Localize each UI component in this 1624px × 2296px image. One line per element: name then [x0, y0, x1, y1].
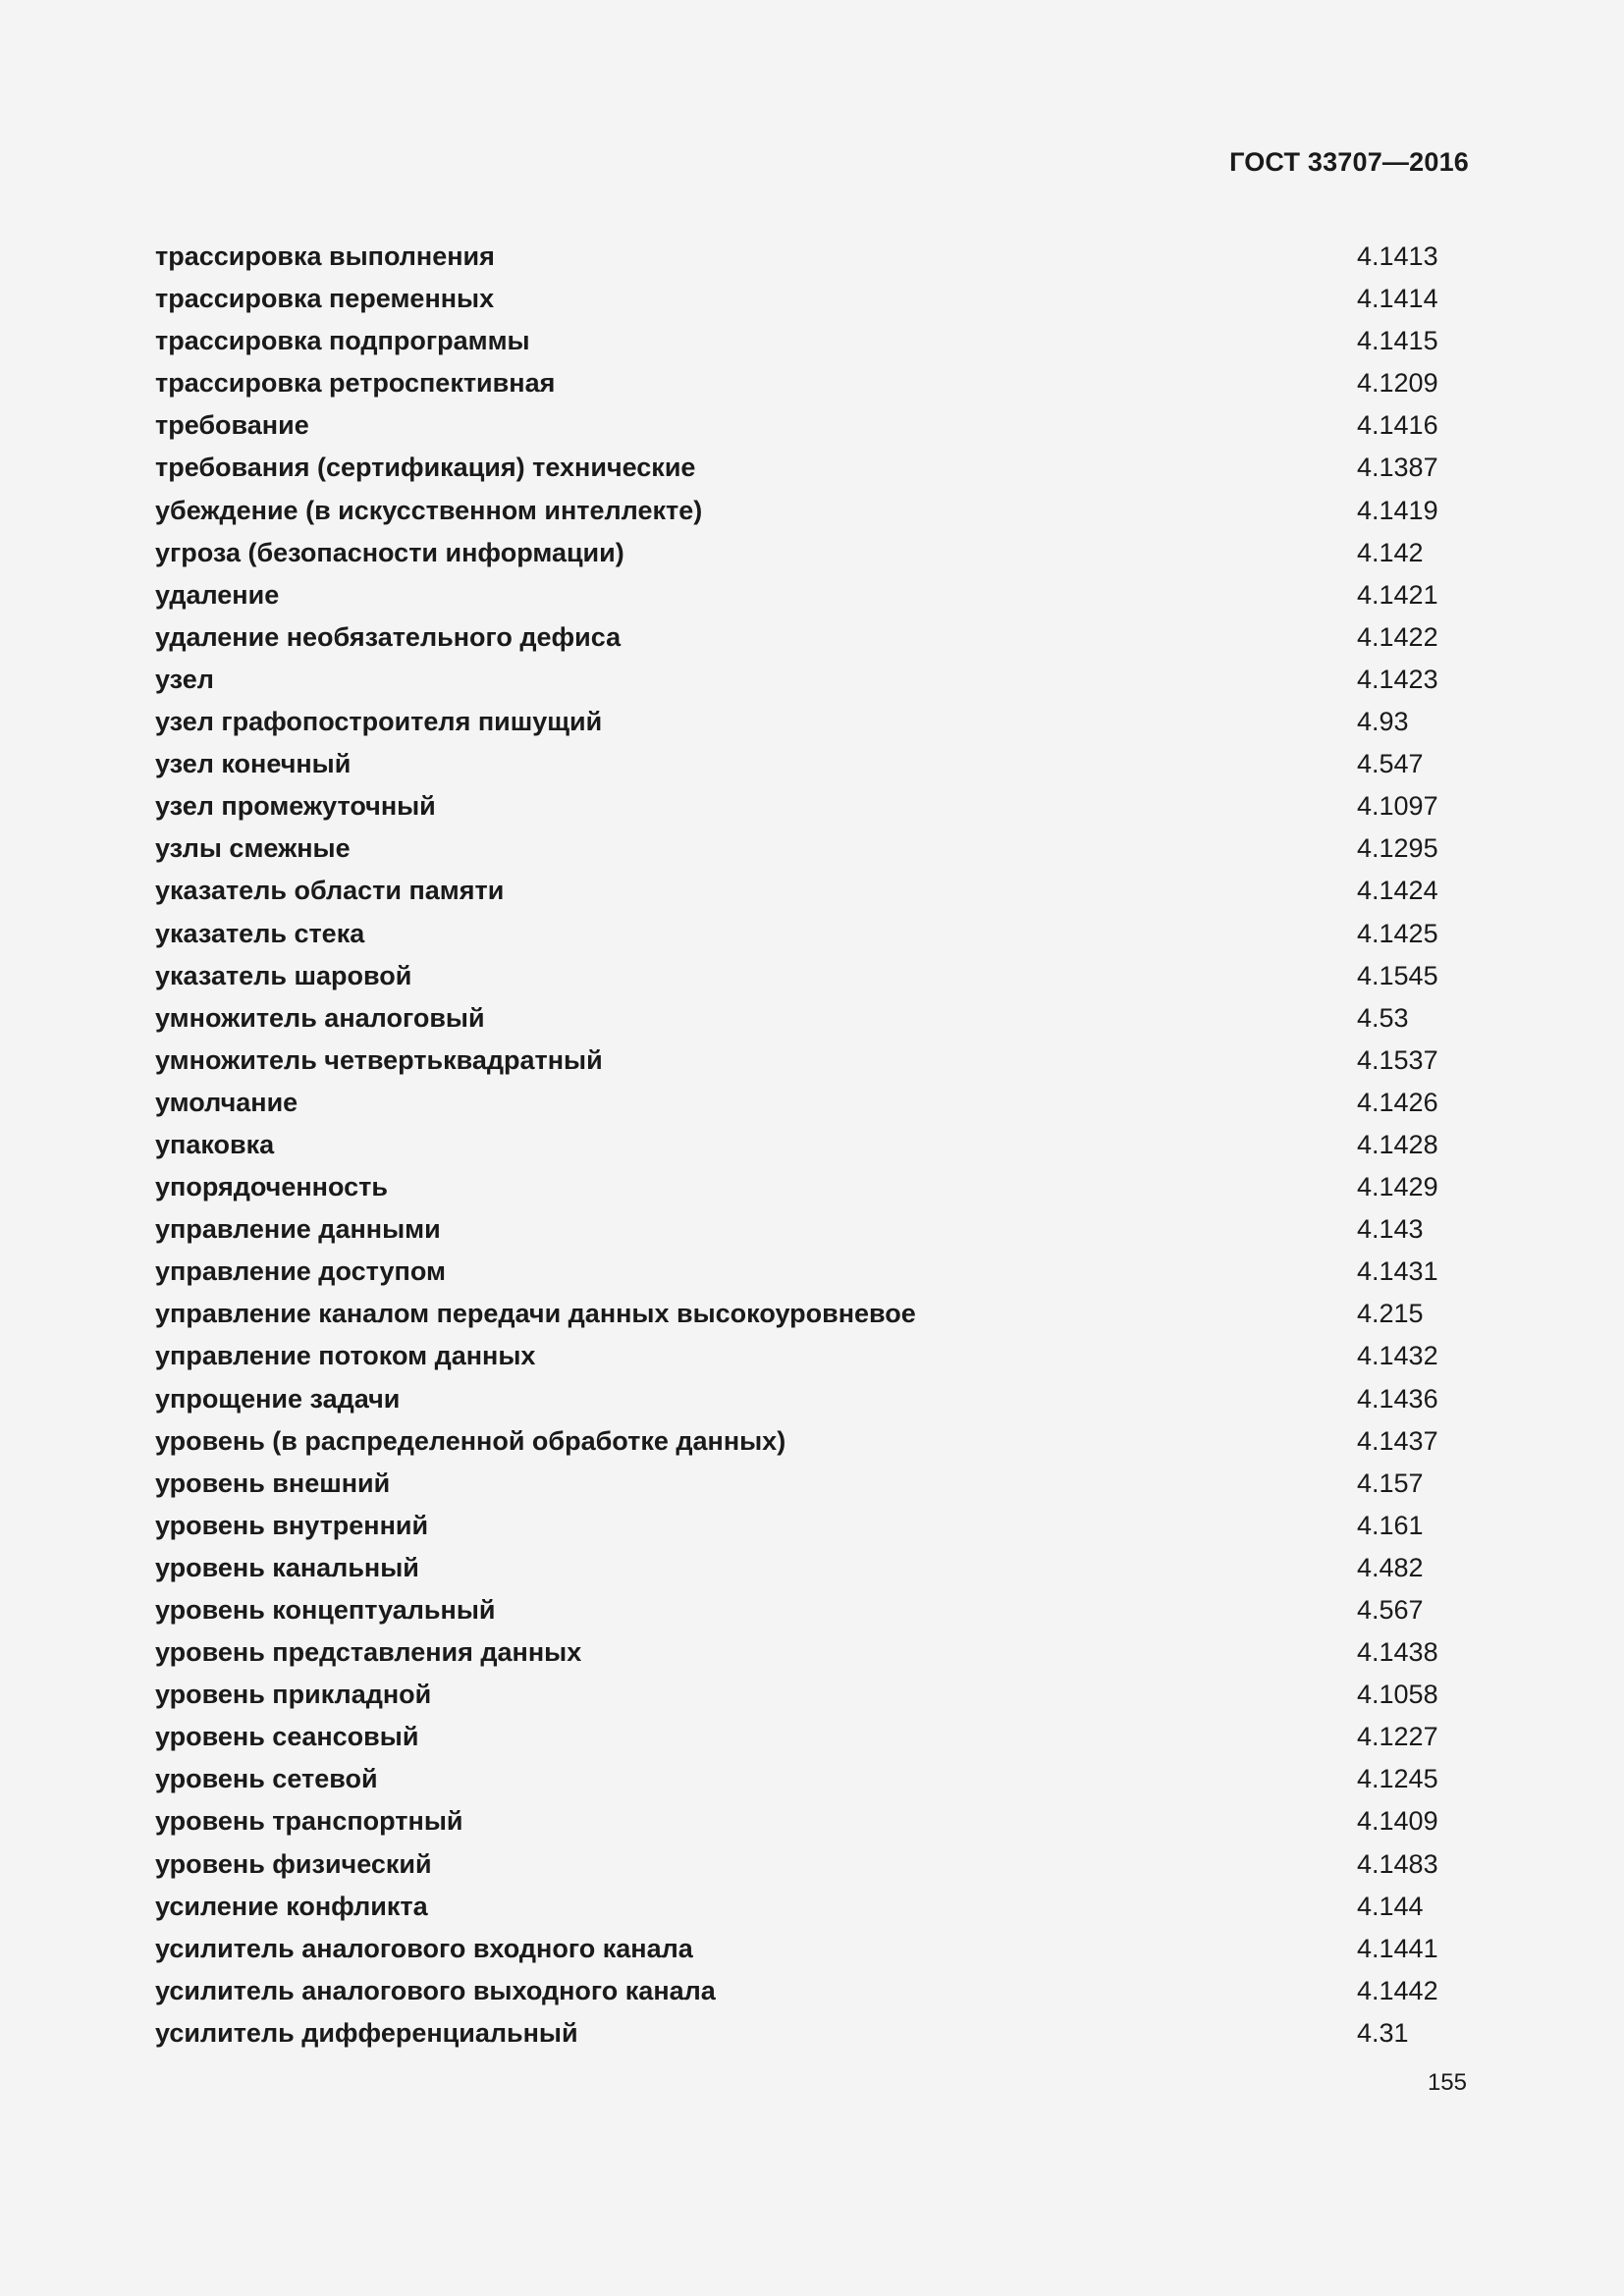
index-reference: 4.1425 — [1357, 918, 1438, 948]
index-entry — [155, 1886, 1469, 1928]
index-term: трассировка выполнения — [155, 241, 495, 271]
index-reference: 4.161 — [1357, 1510, 1424, 1540]
index-entry — [155, 1674, 1469, 1716]
index-term: узел промежуточный — [155, 791, 436, 822]
index-reference: 4.143 — [1357, 1214, 1424, 1245]
index-reference: 4.215 — [1357, 1299, 1424, 1329]
index-entry — [155, 362, 1469, 404]
index-reference: 4.1545 — [1357, 960, 1438, 990]
index-reference: 4.31 — [1357, 2017, 1409, 2048]
index-reference: 4.53 — [1357, 1002, 1409, 1033]
index-entry — [155, 1758, 1469, 1800]
index-term: указатель области памяти — [155, 876, 505, 906]
index-entry — [155, 404, 1469, 447]
index-entry — [155, 997, 1469, 1040]
index-term: указатель шаровой — [155, 960, 412, 990]
index-term: узел конечный — [155, 749, 352, 779]
index-reference: 4.142 — [1357, 537, 1424, 567]
index-term: упрощение задачи — [155, 1383, 401, 1414]
index-reference: 4.1438 — [1357, 1637, 1438, 1668]
index-term: угроза (безопасности информации) — [155, 537, 624, 567]
index-entry — [155, 1970, 1469, 2012]
index-entry — [155, 1716, 1469, 1758]
index-term: управление потоком данных — [155, 1341, 536, 1371]
index-entry — [155, 1251, 1469, 1293]
index-reference: 4.1424 — [1357, 876, 1438, 906]
index-reference: 4.1537 — [1357, 1044, 1438, 1075]
index-entry — [155, 1082, 1469, 1124]
index-reference: 4.1431 — [1357, 1256, 1438, 1287]
index-term: управление данными — [155, 1214, 441, 1245]
index-term: узел графопостроителя пишущий — [155, 707, 603, 737]
index-reference: 4.1409 — [1357, 1806, 1438, 1837]
index-reference: 4.1432 — [1357, 1341, 1438, 1371]
index-entry — [155, 1335, 1469, 1377]
term-index-list — [155, 236, 1469, 2055]
index-entry — [155, 236, 1469, 278]
index-entry — [155, 659, 1469, 701]
index-entry — [155, 1293, 1469, 1335]
index-reference: 4.1423 — [1357, 664, 1438, 694]
index-term: упаковка — [155, 1129, 275, 1159]
index-entry — [155, 870, 1469, 912]
index-entry — [155, 447, 1469, 489]
index-term: указатель стека — [155, 918, 365, 948]
index-entry — [155, 1420, 1469, 1463]
index-entry — [155, 1040, 1469, 1082]
index-reference: 4.1058 — [1357, 1680, 1438, 1710]
index-term: усилитель дифференциальный — [155, 2017, 578, 2048]
index-term: упорядоченность — [155, 1172, 388, 1202]
index-reference: 4.144 — [1357, 1891, 1424, 1921]
index-term: узел — [155, 664, 214, 694]
index-entry — [155, 1208, 1469, 1251]
index-reference: 4.1483 — [1357, 1848, 1438, 1879]
index-reference: 4.1295 — [1357, 833, 1438, 864]
index-term: уровень концептуальный — [155, 1595, 496, 1625]
index-term: требования (сертификация) технические — [155, 453, 696, 483]
index-term: уровень сеансовый — [155, 1722, 419, 1752]
index-reference: 4.1436 — [1357, 1383, 1438, 1414]
index-term: усилитель аналогового входного канала — [155, 1933, 693, 1963]
index-term: уровень физический — [155, 1848, 432, 1879]
index-entry — [155, 616, 1469, 659]
index-term: уровень (в распределенной обработке данных) — [155, 1425, 786, 1456]
document-header: ГОСТ 33707—2016 — [1229, 147, 1469, 177]
index-term: трассировка переменных — [155, 284, 495, 314]
index-term: убеждение (в искусственном интеллекте) — [155, 495, 703, 525]
index-reference: 4.1428 — [1357, 1129, 1438, 1159]
index-term: усиление конфликта — [155, 1891, 428, 1921]
index-reference: 4.547 — [1357, 749, 1424, 779]
index-term: удаление необязательного дефиса — [155, 621, 622, 652]
index-term: узлы смежные — [155, 833, 351, 864]
index-entry — [155, 1800, 1469, 1842]
index-reference: 4.1414 — [1357, 284, 1438, 314]
index-entry — [155, 278, 1469, 320]
index-reference: 4.1415 — [1357, 326, 1438, 356]
index-entry — [155, 574, 1469, 616]
index-term: уровень сетевой — [155, 1764, 378, 1794]
index-term: уровень транспортный — [155, 1806, 463, 1837]
index-reference: 4.482 — [1357, 1552, 1424, 1582]
index-reference: 4.1442 — [1357, 1975, 1438, 2005]
index-term: усилитель аналогового выходного канала — [155, 1975, 716, 2005]
index-reference: 4.1227 — [1357, 1722, 1438, 1752]
index-entry — [155, 1631, 1469, 1674]
index-term: уровень внешний — [155, 1468, 391, 1498]
index-term: уровень прикладной — [155, 1680, 432, 1710]
index-reference: 4.1416 — [1357, 410, 1438, 441]
index-reference: 4.1437 — [1357, 1425, 1438, 1456]
index-reference: 4.1421 — [1357, 579, 1438, 610]
index-reference: 4.1413 — [1357, 241, 1438, 271]
index-entry — [155, 1463, 1469, 1505]
index-term: умножитель четвертьквадратный — [155, 1044, 603, 1075]
index-reference: 4.1387 — [1357, 453, 1438, 483]
index-entry — [155, 955, 1469, 997]
index-reference: 4.1441 — [1357, 1933, 1438, 1963]
index-reference: 4.1429 — [1357, 1172, 1438, 1202]
index-reference: 4.1245 — [1357, 1764, 1438, 1794]
index-term: трассировка ретроспективная — [155, 368, 556, 399]
index-reference: 4.1209 — [1357, 368, 1438, 399]
index-entry — [155, 2012, 1469, 2055]
index-term: уровень канальный — [155, 1552, 419, 1582]
index-term: управление каналом передачи данных высокоуровневое — [155, 1299, 916, 1329]
index-term: умолчание — [155, 1087, 298, 1117]
index-entry — [155, 828, 1469, 870]
page-number: 155 — [1427, 2069, 1467, 2096]
index-reference: 4.567 — [1357, 1595, 1424, 1625]
index-entry — [155, 320, 1469, 362]
index-entry — [155, 701, 1469, 743]
index-entry — [155, 1547, 1469, 1589]
index-reference: 4.93 — [1357, 707, 1409, 737]
index-term: управление доступом — [155, 1256, 446, 1287]
index-entry — [155, 743, 1469, 785]
index-entry — [155, 532, 1469, 574]
index-reference: 4.1426 — [1357, 1087, 1438, 1117]
index-entry — [155, 1928, 1469, 1970]
index-entry — [155, 913, 1469, 955]
index-term: удаление — [155, 579, 280, 610]
index-reference: 4.1419 — [1357, 495, 1438, 525]
index-entry — [155, 1378, 1469, 1420]
index-entry — [155, 785, 1469, 828]
index-term: уровень представления данных — [155, 1637, 582, 1668]
index-entry — [155, 1124, 1469, 1166]
index-term: умножитель аналоговый — [155, 1002, 485, 1033]
index-entry — [155, 1843, 1469, 1886]
index-entry — [155, 490, 1469, 532]
index-reference: 4.157 — [1357, 1468, 1424, 1498]
index-term: трассировка подпрограммы — [155, 326, 530, 356]
index-entry — [155, 1166, 1469, 1208]
index-entry — [155, 1505, 1469, 1547]
index-reference: 4.1097 — [1357, 791, 1438, 822]
index-term: уровень внутренний — [155, 1510, 429, 1540]
index-entry — [155, 1589, 1469, 1631]
index-reference: 4.1422 — [1357, 621, 1438, 652]
index-term: требование — [155, 410, 309, 441]
